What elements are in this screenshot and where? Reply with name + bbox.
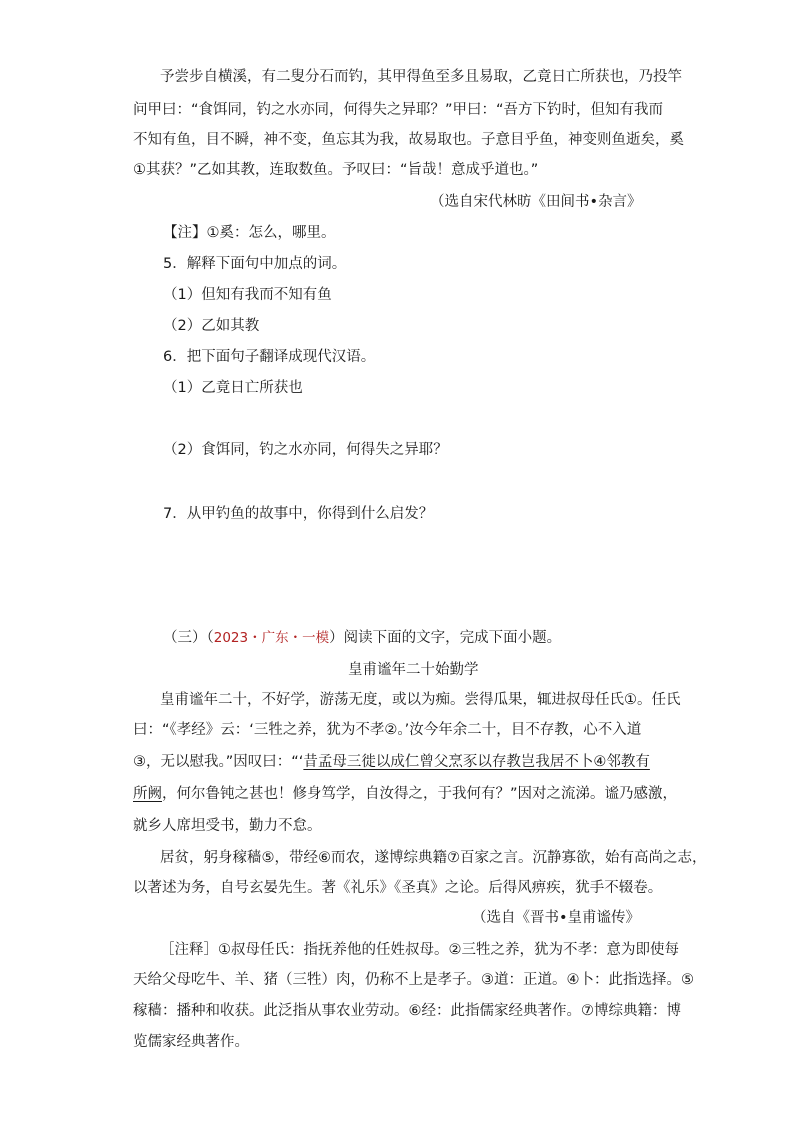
article-p1-line-3-start: ③，无以慰我。”因叹曰：“‘ [133, 754, 304, 770]
notes-line-3: 稼穑：播种和收获。此泛指从事农业劳动。⑥经：此指儒家经典著作。⑦博综典籍：博 [133, 1003, 681, 1019]
passage-line-4: ①其获？”乙如其教，连取数鱼。予叹曰：“旨哉！意成乎道也。” [133, 162, 539, 178]
section-3-prefix: （三）（ [163, 630, 214, 646]
article-p1-line-3 [133, 752, 650, 772]
question-6: 6．把下面句子翻译成现代汉语。 [163, 349, 376, 365]
question-5-item-1: （1）但知有我而不知有鱼 [163, 287, 332, 303]
article-p1-line-5: 就乡人席坦受书，勤力不怠。 [133, 818, 322, 834]
passage-line-1: 予尝步自横溪，有二叟分石而钓，其甲得鱼至多且易取，乙竟日亡所获也，乃投竿 [160, 69, 682, 85]
question-5-item-2: （2）乙如其教 [163, 318, 260, 334]
passage-note: 【注】①奚：怎么，哪里。 [163, 225, 336, 241]
underlined-sentence-part-1: 昔孟母三徙以成仁曾父烹豕以存教岂我居不卜④邻教有 [303, 754, 650, 770]
article-p1-line-4-rest: ，何尔鲁钝之甚也！修身笃学，自汝得之，于我何有？”因对之流涕。谧乃感激， [162, 786, 678, 802]
notes-line-1: ［注释］①叔母任氏：指抚养他的任姓叔母。②三牲之养，犹为不孝：意为即使每 [160, 942, 679, 958]
notes-line-4: 览儒家经典著作。 [133, 1034, 249, 1050]
section-3-instruction: ）阅读下面的文字，完成下面小题。 [329, 630, 562, 646]
article-p1-line-1: 皇甫谧年二十，不好学，游荡无度，或以为痴。尝得瓜果，辄进叔母任氏①。任氏 [160, 692, 681, 708]
article-source: （选自《晋书•皇甫谧传》 [472, 910, 641, 926]
article-p1-line-4 [133, 784, 677, 804]
article-p2-line-2: 以著述为务，自号玄晏先生。著《礼乐》《圣真》之论。后得风痹疾，犹手不辍卷。 [133, 880, 663, 896]
article-title: 皇甫谧年二十始勤学 [348, 662, 479, 678]
section-3-heading [163, 628, 561, 648]
question-6-item-1: （1）乙竟日亡所获也 [163, 380, 303, 396]
passage-line-3: 不知有鱼，目不瞬，神不变，鱼忘其为我，故易取也。子意目乎鱼，神变则鱼逝矣，奚 [133, 132, 684, 148]
question-7: 7．从甲钓鱼的故事中，你得到什么启发？ [163, 506, 434, 522]
article-p2-line-1: 居贫，躬身稼穑⑤，带经⑥而农，遂博综典籍⑦百家之言。沉静寡欲，始有高尚之志， [160, 850, 707, 866]
article-p1-line-2: 曰：“《孝经》云：‘三牲之养，犹为不孝②。’汝今年余二十，目不存教，心不入道 [133, 722, 642, 738]
passage-source: （选自宋代林昉《田间书•杂言》 [430, 194, 642, 210]
question-6-item-2: （2）食饵同，钓之水亦同，何得失之异耶？ [163, 442, 448, 458]
question-5: 5．解释下面句中加点的词。 [163, 256, 347, 272]
section-3-exam-tag: 2023・广东・一模 [213, 630, 330, 646]
notes-line-2: 天给父母吃牛、羊、猪（三牲）肉，仍称不上是孝子。③道：正道。④卜：此指选择。⑤ [133, 972, 694, 988]
underlined-sentence-part-2: 所阙 [133, 786, 162, 802]
passage-line-2: 问甲曰：“食饵同，钓之水亦同，何得失之异耶？”甲曰：“吾方下钓时，但知有我而 [133, 102, 664, 118]
